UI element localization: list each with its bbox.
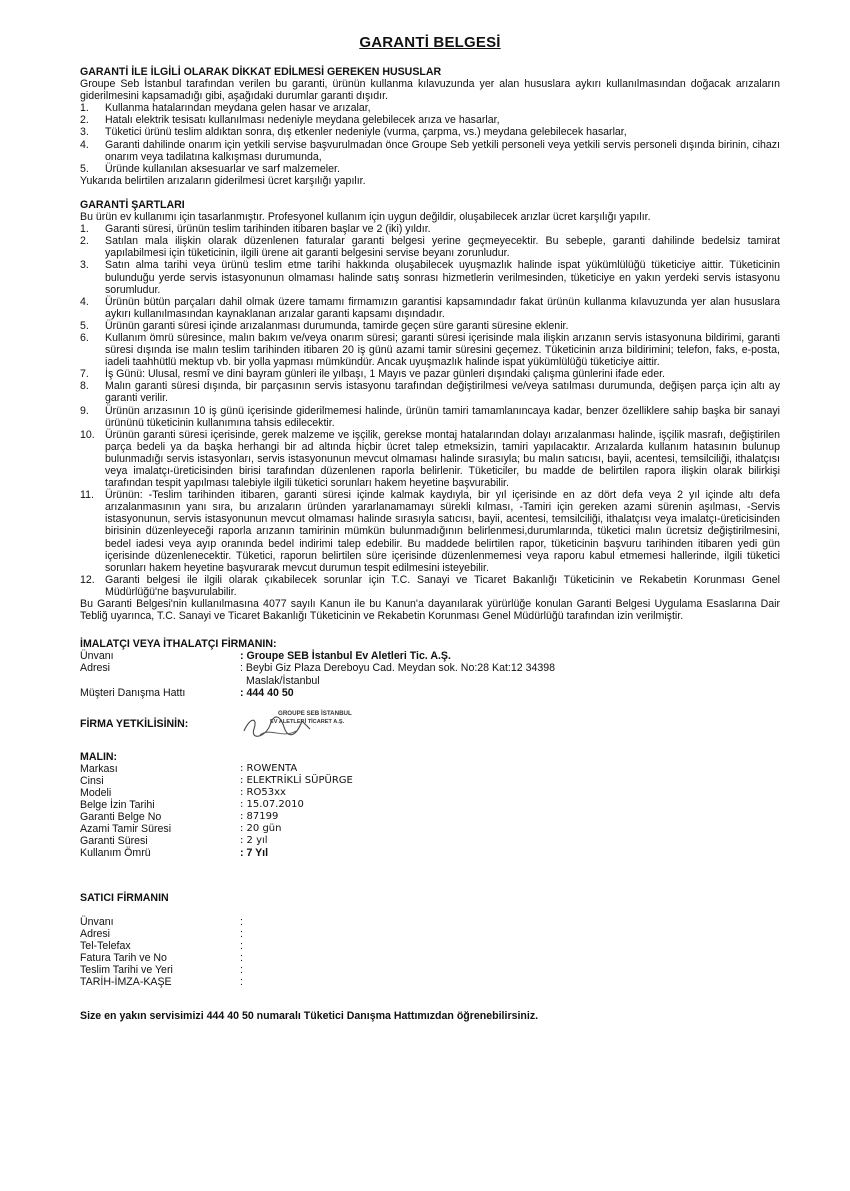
- terms-list: [80, 223, 780, 598]
- product-row: Belge İzin Tarihi : 15.07.2010: [80, 799, 304, 812]
- address-line-2: Maslak/İstanbul: [246, 674, 320, 687]
- seller-row: Adresi :: [80, 927, 243, 940]
- section-terms: [80, 199, 780, 622]
- product-row: Azami Tamir Süresi : 20 gün: [80, 823, 282, 836]
- section-seller: [80, 892, 780, 989]
- svg-text:GROUPE SEB İSTANBUL: GROUPE SEB İSTANBUL: [278, 709, 352, 717]
- manufacturer-heading: İMALATÇI VEYA İTHALATÇI FİRMANIN:: [80, 638, 277, 651]
- considerations-list: [80, 102, 780, 175]
- product-row: Cinsi : ELEKTRİKLİ SÜPÜRGE: [80, 774, 353, 787]
- list-item: 1. Garanti süresi, ürünün teslim tarihinden itibaren başlar ve 2 (iki) yıldır.: [80, 223, 431, 236]
- seller-row: Fatura Tarih ve No :: [80, 951, 243, 964]
- list-item: 10. Ürünün garanti süresi içerisinde, gerek malzeme ve işçilik, gerekse montaj hatalarından dolayı arızalanması halinde, işçilik masrafı, değiştirilen parça bedeli ya da başka herhangi bir ad altında hiçbir ücret talep etmeksizin, tamiri yapılacaktır. Arızalarda kullanım hatasının bulunup bulunmadığı servis istasyonları, servis istasyonunun mevcut olmaması halinde sırasıyla; bu malın satıcısı, bayii, acentesi, temsilciliği, ithalatçısı veya imalatçı-üreticisinden birisi tarafından düzenlenen raporla belirlenir. Tüketiciler, bu madde de belirtilen rapora ilişkin olarak bilirkişi tarafından tespit yapılması talebiyle ilgili tüketici sorunları hakem heyetine başvurabilir.: [80, 428, 780, 490]
- address-line-1: : Beybi Giz Plaza Dereboyu Cad. Meydan sok. No:28 Kat:12 34398: [240, 662, 556, 675]
- document-title: GARANTİ BELGESİ: [359, 34, 501, 51]
- product-heading: MALIN:: [80, 750, 118, 763]
- list-item: 1. Kullanma hatalarından meydana gelen hasar ve arızalar,: [80, 102, 371, 115]
- section-manufacturer: [80, 638, 780, 742]
- company-stamp-signature: [240, 707, 360, 741]
- service-hotline-note: Size en yakın servisimizi 444 40 50 numaralı Tüketici Danışma Hattımızdan öğrenebilirsiniz.: [80, 1010, 539, 1023]
- authority-row: FİRMA YETKİLİSİNİN: GROUPE SEB İSTANBUL EV ALETLERİ TİCARET A.Ş.: [80, 705, 780, 743]
- manufacturer-title-row: Ünvanı : Groupe SEB İstanbul Ev Aletleri Tic. A.Ş.: [80, 650, 451, 663]
- svg-text:EV ALETLERİ TİCARET A.Ş.: EV ALETLERİ TİCARET A.Ş.: [270, 718, 345, 725]
- signature-icon: [240, 707, 360, 741]
- product-row: Garanti Belge No : 87199: [80, 811, 279, 824]
- warranty-document: [80, 34, 780, 1022]
- list-item: 6. Kullanım ömrü süresince, malın bakım ve/veya onarım süresi; garanti süresi içerisinde mala ilişkin arızanın servis istasyonuna bildirimi, garanti süresi dışında ise malın teslim tarihinden itibaren 20 iş günü azami tamir süresini geçemez. Tüketicinin arıza bildirimini; telefon, faks, e-posta, iadeli taahhütlü mektup vb. bir yolla yapması mümkündür. Ancak uyuşmazlık halinde ispat yükümlülüğü tüketiciye aittir.: [80, 331, 780, 369]
- product-row: Modeli : RO53xx: [80, 786, 286, 799]
- section-considerations-intro: Groupe Seb İstanbul tarafından verilen bu garanti, ürünün kullanma kılavuzunda yer alan hususlara aykırı kullanılmasından doğacak arızaların giderilmesini kapsamadığı gibi, aşağıdaki durumlar garanti dışıdır.: [80, 78, 780, 103]
- list-item: 8. Malın garanti süresi dışında, bir parçasının servis istasyonu tarafından değiştirilmesi ve/veya satılması durumunda, değişen parça için altı ay garanti verilir.: [80, 380, 780, 405]
- section-terms-outro: Bu Garanti Belgesi'nin kullanılmasına 4077 sayılı Kanun ile bu Kanun'a dayanılarak yürürlüğe konulan Garanti Belgesi Uygulama Esaslarına Dair Tebliğ uyarınca, T.C. Sanayi ve Ticaret Bakanlığı Tüketicinin ve Rekabetin Korunması Genel Müdürlüğü tarafından izin verilmiştir.: [80, 598, 780, 623]
- list-item: 4. Ürünün bütün parçaları dahil olmak üzere tamamı firmamızın garantisi kapsamındadır fakat ürünün kullanma kılavuzunda yer alan hususlara aykırı kullanılmasından kaynaklanan arızalar garanti kapsamı dışındadır.: [80, 295, 780, 320]
- list-item: 3. Satın alma tarihi veya ürünü teslim etme tarihi hakkında oluşabilecek uyuşmazlık halinde ispat yükümlülüğü tüketiciye aittir. Tüketicinin bulunduğu yerde servis istasyonunun olmaması halinde satış sonrası hizmetlerin verilmesinden, tüketiciye en yakın yerdeki servis istasyonu sorumludur.: [80, 259, 780, 296]
- list-item: 2. Hatalı elektrik tesisatı kullanılması nedeniyle meydana gelebilecek arıza ve hasarlar,: [80, 114, 500, 127]
- seller-row: Teslim Tarihi ve Yeri :: [80, 964, 243, 976]
- section-considerations: [80, 66, 780, 187]
- list-item: 7. İş Günü: Ulusal, resmî ve dini bayram günleri ile yılbaşı, 1 Mayıs ve pazar günleri dışındaki çalışma günlerini ifade eder.: [80, 368, 665, 381]
- list-item: 4. Garanti dahilinde onarım için yetkili servise başvurulmadan önce Groupe Seb yetkili personeli veya yetkili servis personeli dışında birinin, cihazı onarım veya tadilatına kalkışması durumunda,: [80, 138, 780, 163]
- seller-row: TARİH-İMZA-KAŞE :: [80, 976, 243, 989]
- section-terms-heading: GARANTİ ŞARTLARI: [80, 198, 185, 211]
- list-item: 3. Tüketici ürünü teslim aldıktan sonra, dış etkenler nedeniyle (vurma, çarpma, vs.) meydana gelebilecek hasarlar,: [80, 126, 627, 139]
- seller-heading: SATICI FİRMANIN: [80, 891, 169, 904]
- product-row: Garanti Süresi : 2 yıl: [80, 835, 268, 848]
- list-item: 11. Ürünün: -Teslim tarihinden itibaren, garanti süresi içinde kalmak kaydıyla, bir yıl içerisinde en az dört defa veya 2 yıl içinde altı defa arızalanmasının yanı sıra, bu arızaların üründen yararlanamamayı sürekli kılması, -Tamiri için gereken azami sürenin aşılması, -Servis istasyonunun, servis istasyonunun mevcut olmaması halinde sırasıyla satıcısı, bayii, acentesi, temsilciliği, ithalatçısı veya imalatçı-üreticisinden birisinin düzenleyeceği raporla arızanın tamirinin mümkün bulunmadığının belirlenmesi,durumlarında, tüketici malın ücretsiz değiştirilmesini, bedel iadesi veya ayıp oranında bedel indirimi talep edebilir. Bu maddede belirtilen rapor, tüketicinin başvuru tarihinden itibaren yedi gün içerisinde düzenlenecektir. Tüketici, raporun belirtilen süre içerisinde düzenlenmemesi veya raporu kabul etmemesi hallerinde, ilgili tüketici sorunları hakem heyetine başvurarak mevcut durumun tespit edilmesini isteyebilir.: [80, 489, 780, 574]
- product-life-row: Kullanım Ömrü : 7 Yıl: [80, 847, 269, 860]
- section-considerations-heading: GARANTİ İLE İLGİLİ OLARAK DİKKAT EDİLMESİ GEREKEN HUSUSLAR: [80, 66, 442, 78]
- list-item: 5. Ürünün garanti süresi içinde arızalanması durumunda, tamirde geçen süre garanti süresine eklenir.: [80, 319, 569, 332]
- manufacturer-hotline-row: Müşteri Danışma Hattı : 444 40 50: [80, 686, 294, 699]
- section-terms-intro: Bu ürün ev kullanımı için tasarlanmıştır. Profesyonel kullanım için uygun değildir, oluşabilecek arızlar ücret karşılığı yapılır.: [80, 211, 651, 224]
- list-item: 9. Ürünün arızasının 10 iş günü içerisinde giderilmemesi halinde, ürünün tamiri tamamlanıncaya kadar, benzer özelliklere sahip başka bir sanayi ürününü tüketicinin kullanımına tahsis edilecektir.: [80, 404, 780, 429]
- section-considerations-outro: Yukarıda belirtilen arızaların giderilmesi ücret karşılığı yapılır.: [80, 174, 366, 187]
- section-product: [80, 751, 780, 860]
- list-item: 2. Satılan mala ilişkin olarak düzenlenen faturalar garanti belgesi yerine geçmeyecektir. Bu sebeple, garanti dahilinde bedelsiz tamirat yapılabilmesi için tüketicinin, ilgili ürene ait garanti belgesini servise beyanı zorunludur.: [80, 235, 780, 260]
- seller-row: Ünvanı :: [80, 915, 243, 928]
- seller-row: Tel-Telefax :: [80, 939, 243, 952]
- list-item: 12. Garanti belgesi ile ilgili olarak çıkabilecek sorunlar için T.C. Sanayi ve Ticaret Bakanlığı Tüketicinin ve Rekabetin Korunması Genel Müdürlüğü'ne başvurulabilir.: [80, 573, 780, 598]
- product-row: Markası : ROWENTA: [80, 762, 298, 775]
- manufacturer-address-row: Adresi : Beybi Giz Plaza Dereboyu Cad. Meydan sok. No:28 Kat:12 34398 Maslak/İstanbul: [80, 662, 556, 687]
- list-item: 5. Üründe kullanılan aksesuarlar ve sarf malzemeler.: [80, 162, 340, 175]
